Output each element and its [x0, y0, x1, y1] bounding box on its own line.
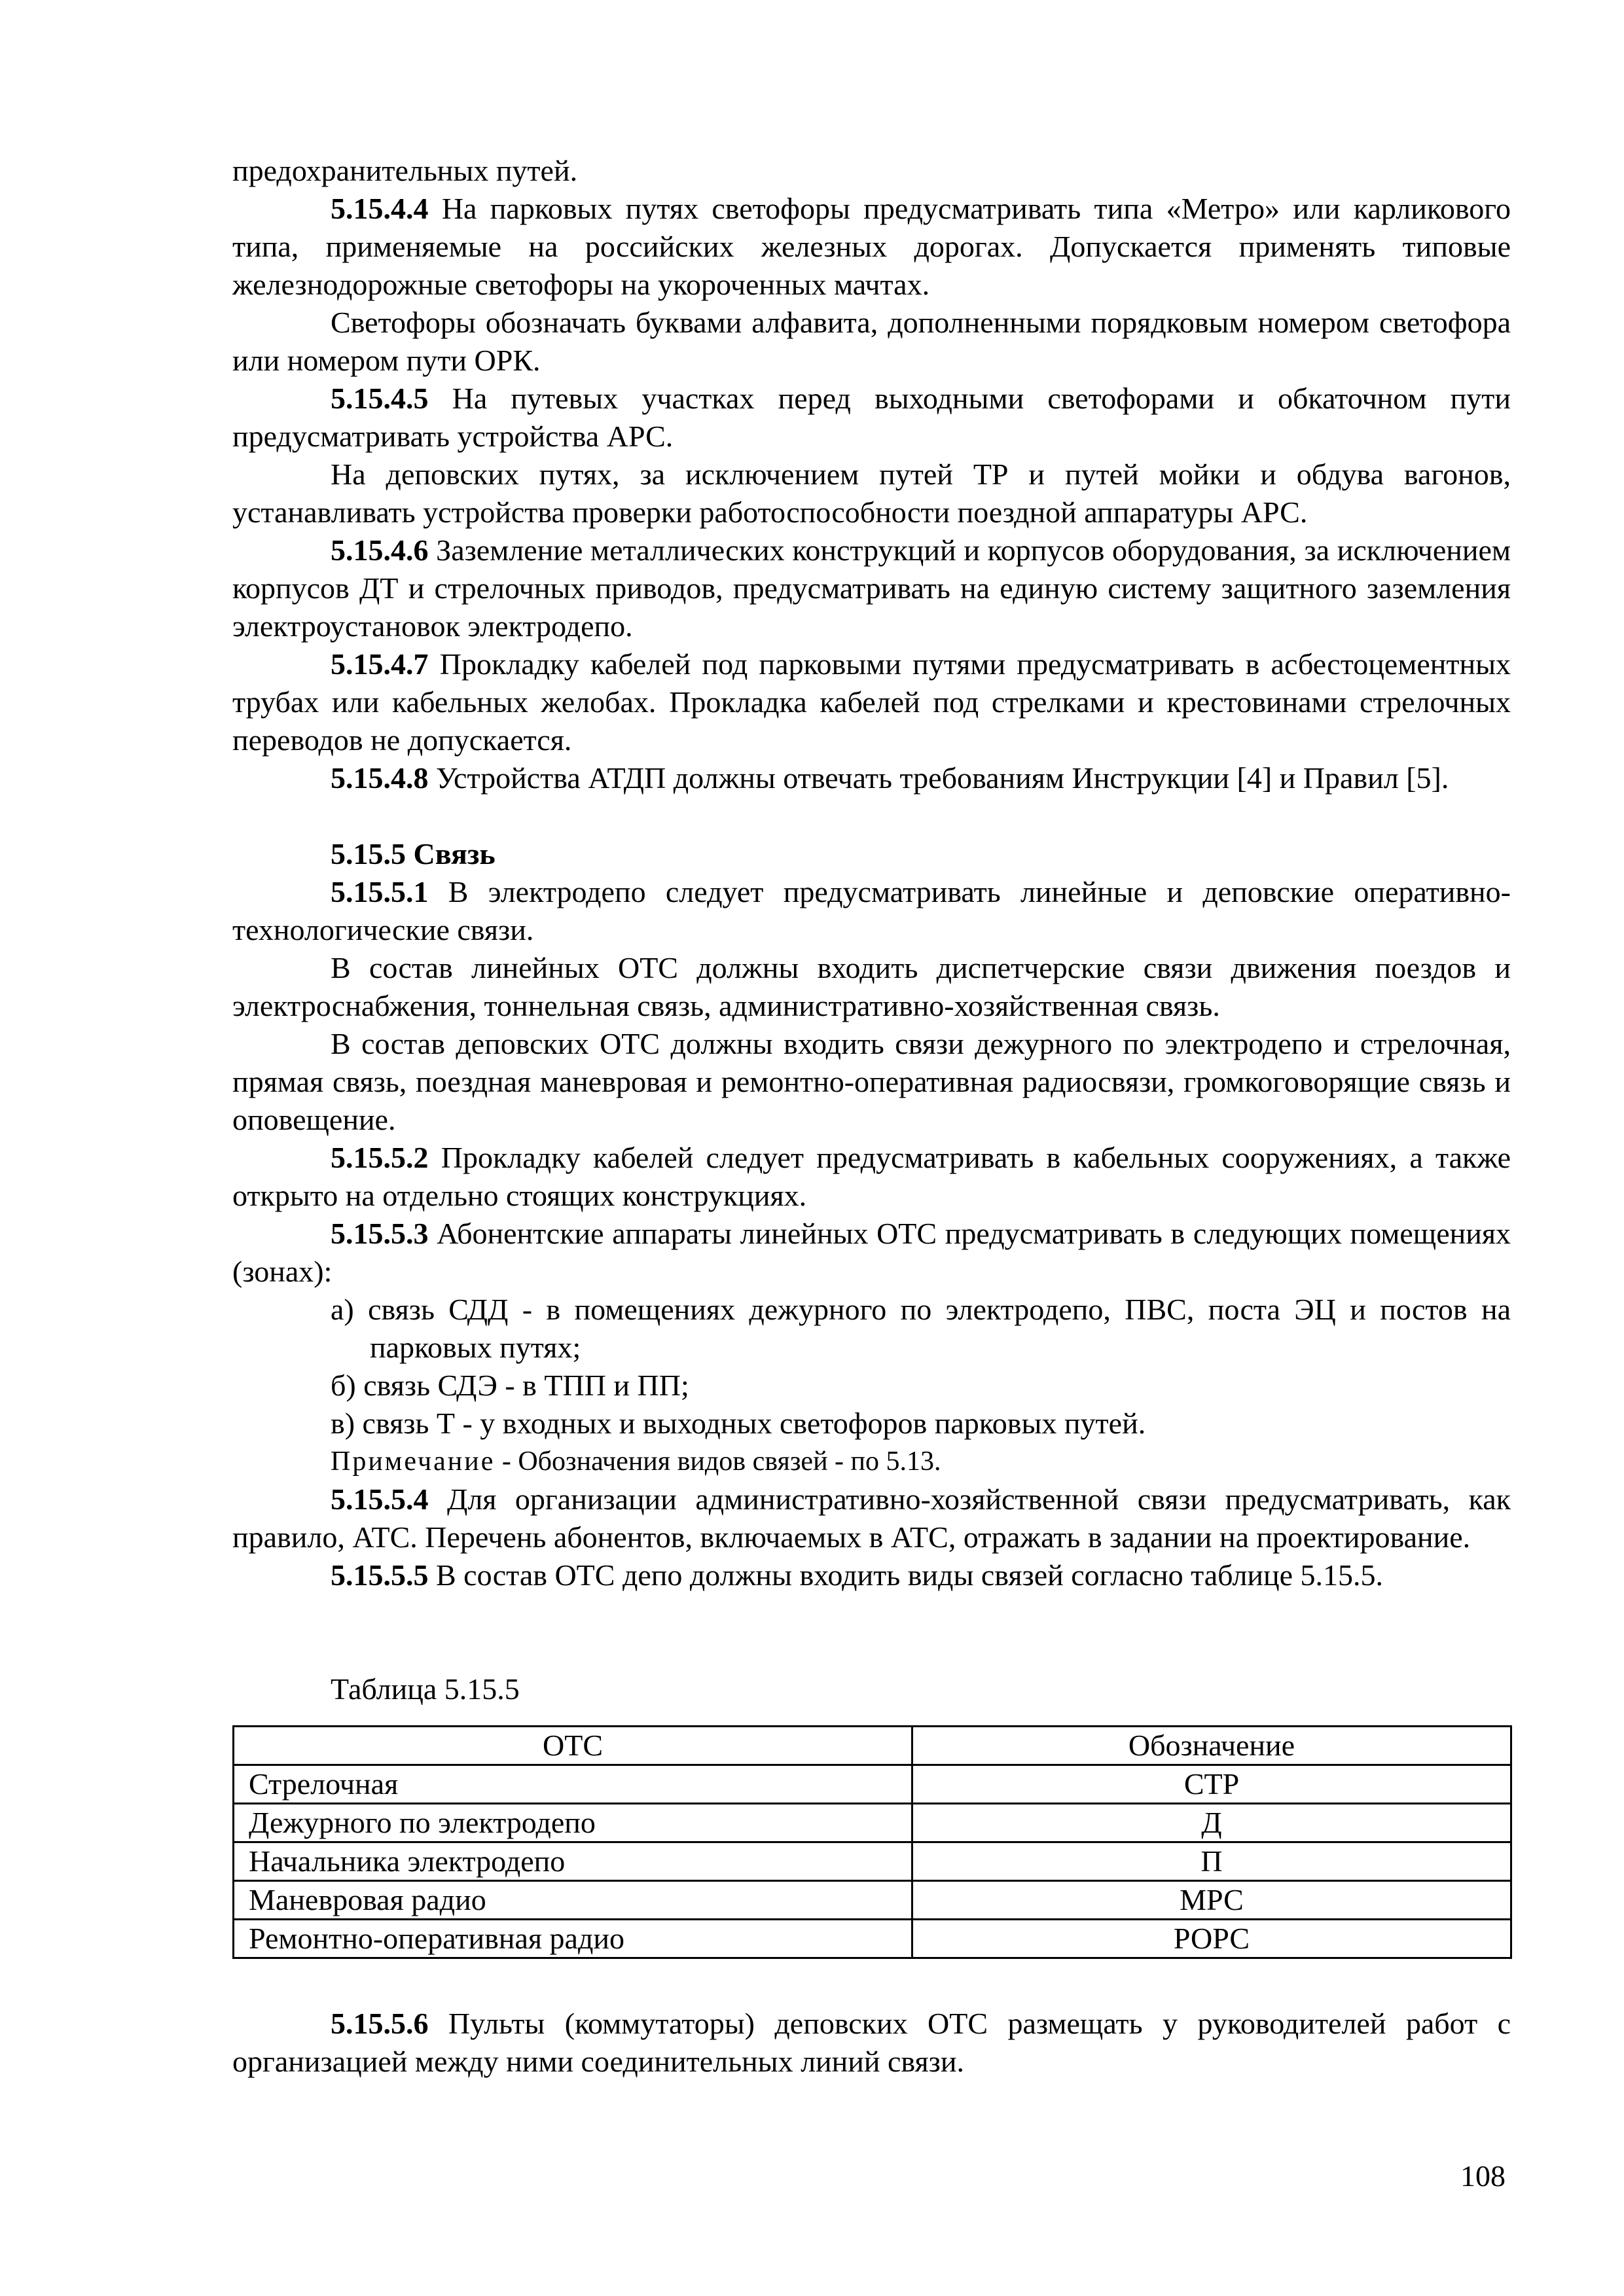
table-header-cell: Обозначение [912, 1727, 1511, 1765]
note [232, 1443, 1511, 1480]
table-cell: РОРС [912, 1920, 1511, 1958]
clause-number: 5.15.5.6 [331, 2007, 429, 2040]
table-cell: СТР [912, 1765, 1511, 1804]
clause-number: 5.15.5.5 [331, 1558, 429, 1592]
clause-text: Устройства АТДП должны отвечать требованиям Инструкции [4] и Правил [5]. [428, 761, 1449, 795]
clause-number: 5.15.5.1 [331, 875, 429, 908]
paragraph: В состав линейных ОТС должны входить диспетчерские связи движения поездов и электроснабжения, тоннельная связь, административно-хозяйственная связь. [232, 951, 1511, 1022]
document-body [232, 152, 1511, 2081]
paragraph-5-15-4-7 [232, 645, 1511, 759]
table-caption: Таблица 5.15.5 [331, 1672, 520, 1706]
table-header-cell: ОТС [234, 1727, 912, 1765]
table-row [234, 1765, 1511, 1804]
table-cell: МРС [912, 1881, 1511, 1920]
list-item-c: в) связь Т - у входных и выходных светофоров парковых путей. [331, 1407, 1146, 1440]
clause-text: Прокладку кабелей следует предусматривать в кабельных сооружениях, а также открыто на отдельно стоящих конструкциях. [232, 1141, 1511, 1212]
note-text: - Обозначения видов связей - по 5.13. [495, 1446, 941, 1477]
table-cell: Стрелочная [234, 1765, 912, 1804]
paragraph-5-15-5-6 [232, 2005, 1511, 2081]
table-row [234, 1881, 1511, 1920]
paragraph-5-15-4-5 [232, 380, 1511, 456]
paragraph: предохранительных путей. [232, 154, 578, 187]
paragraph-5-15-5-1 [232, 873, 1511, 949]
paragraph-5-15-5-4 [232, 1480, 1511, 1556]
table-cell: П [912, 1842, 1511, 1881]
clause-number: 5.15.4.8 [331, 761, 429, 795]
clause-number: 5.15.5.3 [331, 1217, 429, 1250]
table-cell: Ремонтно-оперативная радио [234, 1920, 912, 1958]
communications-table [232, 1725, 1512, 1959]
note-label: Примечание [331, 1446, 496, 1477]
table-row [234, 1804, 1511, 1842]
paragraph: В состав деповских ОТС должны входить связи дежурного по электродепо и стрелочная, прямая связь, поездная маневровая и ремонтно-оперативная радиосвязи, громкоговорящие связь и оповещение. [232, 1027, 1511, 1136]
list-item-a: а) связь СДД - в помещениях дежурного по электродепо, ПВС, поста ЭЦ и постов на парковых путях; [331, 1293, 1511, 1364]
page-number: 108 [1460, 2159, 1506, 2193]
clause-text: На путевых участках перед выходными светофорами и обкаточном пути предусматривать устройства АРС. [232, 382, 1511, 453]
clause-text: На парковых путях светофоры предусматривать типа «Метро» или карликового типа, применяемые на российских железных дорогах. Допускается применять типовые железнодорожные светофоры на укороченных мачтах. [232, 192, 1511, 301]
clause-number: 5.15.5.4 [331, 1482, 429, 1516]
table-header-row [234, 1727, 1511, 1765]
clause-text: Пульты (коммутаторы) деповских ОТС размещать у руководителей работ с организацией между ними соединительных линий связи. [232, 2007, 1511, 2078]
clause-number: 5.15.4.4 [331, 192, 429, 225]
clause-text: Заземление металлических конструкций и корпусов оборудования, за исключением корпусов ДТ и стрелочных приводов, предусматривать на единую систему защитного заземления электроустановок электродепо. [232, 533, 1511, 643]
clause-text: Прокладку кабелей под парковыми путями предусматривать в асбестоцементных трубах или кабельных желобах. Прокладка кабелей под стрелками и крестовинами стрелочных переводов не допускается. [232, 647, 1511, 757]
clause-number: 5.15.4.6 [331, 533, 429, 567]
clause-number: 5.15.4.5 [331, 382, 429, 415]
paragraph-5-15-4-6 [232, 531, 1511, 645]
clause-text: В электродепо следует предусматривать линейные и деповские оперативно-технологические связи. [232, 875, 1511, 946]
clause-text: Абонентские аппараты линейных ОТС предусматривать в следующих помещениях (зонах): [232, 1217, 1511, 1288]
clause-text: Для организации административно-хозяйственной связи предусматривать, как правило, АТС. Перечень абонентов, включаемых в АТС, отражать в задании на проектирование. [232, 1482, 1511, 1554]
paragraph: На деповских путях, за исключением путей ТР и путей мойки и обдува вагонов, устанавливать устройства проверки работоспособности поездной аппаратуры АРС. [232, 457, 1511, 529]
section-heading: 5.15.5 Связь [331, 837, 496, 870]
paragraph: Светофоры обозначать буквами алфавита, дополненными порядковым номером светофора или номером пути ОРК. [232, 306, 1511, 377]
table-row [234, 1842, 1511, 1881]
paragraph-5-15-5-5 [232, 1556, 1511, 1594]
table-cell: Д [912, 1804, 1511, 1842]
clause-number: 5.15.5.2 [331, 1141, 429, 1174]
paragraph-5-15-5-2 [232, 1139, 1511, 1215]
paragraph-5-15-4-8 [232, 759, 1511, 797]
table-cell: Дежурного по электродепо [234, 1804, 912, 1842]
paragraph-5-15-4-4 [232, 190, 1511, 304]
list-item-b: б) связь СДЭ - в ТПП и ПП; [331, 1369, 689, 1402]
table-cell: Маневровая радио [234, 1881, 912, 1920]
table-row [234, 1920, 1511, 1958]
table-cell: Начальника электродепо [234, 1842, 912, 1881]
clause-text: В состав ОТС депо должны входить виды связей согласно таблице 5.15.5. [428, 1558, 1384, 1592]
paragraph-5-15-5-3 [232, 1215, 1511, 1291]
clause-number: 5.15.4.7 [331, 647, 429, 681]
